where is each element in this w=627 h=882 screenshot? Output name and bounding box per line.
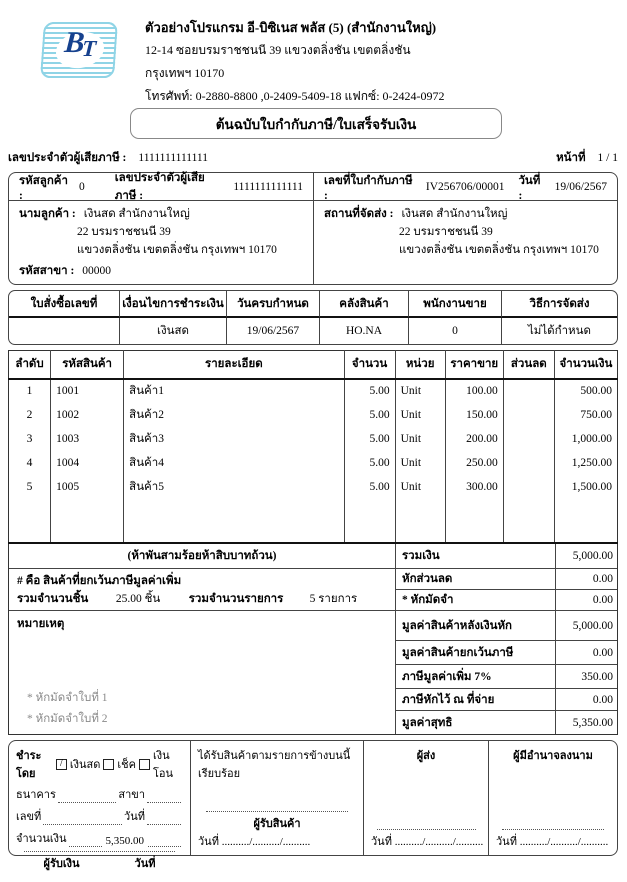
company-phone: โทรศัพท์: 0-2880-8800 ,0-2409-5409-18 แฟกซ์: 0-2424-0972 [145, 89, 445, 103]
transfer-checkbox [139, 759, 150, 770]
summary-value: 350.00 [555, 665, 617, 688]
ship-address2: แขวงตลิ่งชัน เขตตลิ่งชัน กรุงเทพฯ 10170 [399, 244, 599, 256]
company-address-line1: 12-14 ซอยบรมราชชนนี 39 แขวงตลิ่งชัน เขตตลิ่งชัน [145, 43, 411, 57]
invoice-no-label: เลขที่ใบกำกับภาษี : [324, 174, 413, 202]
invoice-date-label: วันที่ : [518, 174, 541, 202]
item-no: 4 [9, 451, 51, 475]
goods-receiver-label: ผู้รับสินค้า [253, 818, 301, 830]
order-info-table [8, 290, 618, 345]
cheque-date-label: วันที่ [124, 811, 145, 823]
summary-row-exempt-value [396, 641, 617, 665]
item-discount [503, 427, 554, 451]
payment-method-line [16, 746, 183, 782]
customer-address1: 22 บรมราชชนนี 39 [77, 226, 171, 238]
item-qty: 5.00 [344, 451, 395, 475]
company-address-line2: กรุงเทพฯ 10170 [145, 66, 225, 80]
item-qty: 5.00 [344, 475, 395, 499]
receiver-sign-line [24, 851, 174, 852]
summary-value: 0.00 [555, 590, 617, 610]
order-value-delivery-method: ไม่ได้กำหนด [528, 325, 591, 337]
item-qty: 5.00 [344, 427, 395, 451]
customer-tax-id: 1111111111111 [233, 180, 303, 193]
customer-address2: แขวงตลิ่งชัน เขตตลิ่งชัน กรุงเทพฯ 10170 [77, 244, 277, 256]
customer-name-line [19, 205, 303, 223]
tax-id-line [8, 149, 208, 167]
authorized-date-line: วันที่ ........../........../.......... [496, 836, 609, 848]
summary-value: 0.00 [555, 689, 617, 710]
summary-row-net-total [396, 711, 617, 734]
order-value-salesperson: 0 [409, 318, 502, 344]
cash-checkbox [56, 759, 67, 770]
amount-line [16, 829, 183, 847]
item-unit: Unit [395, 403, 445, 427]
summary-row-after-deduction [396, 611, 617, 641]
order-value-warehouse: HO.NA [320, 318, 409, 344]
bank-label: ธนาคาร [16, 789, 56, 801]
summary-row-withholding [396, 689, 617, 711]
order-header-salesperson: พนักงานขาย [409, 291, 502, 318]
item-no: 2 [9, 403, 51, 427]
total-pieces-value: 25.00 ชิ้น [115, 593, 161, 605]
totals-right [396, 544, 617, 734]
items-header-price: ราคาขาย [445, 351, 503, 379]
paid-by-label: ชำระโดย [16, 750, 42, 780]
summary-label: มูลค่าสินค้าหลังเงินหัก [402, 619, 513, 632]
authorized-label: ผู้มีอำนาจลงนาม [513, 750, 593, 762]
item-qty: 5.00 [344, 403, 395, 427]
goods-received-date-line: วันที่ ........../........../.......... [198, 836, 311, 848]
total-pieces-label: รวมจำนวนชิ้น [17, 593, 89, 605]
item-code: 1001 [51, 379, 124, 403]
logo-bt-icon [41, 26, 118, 62]
remarks-label: หมายเหตุ [17, 618, 65, 630]
item-row [9, 427, 618, 451]
receiver-row [16, 854, 183, 872]
page-number [556, 149, 618, 167]
items-header-qty: จำนวน [344, 351, 395, 379]
summary-label: * หักมัดจำ [402, 594, 454, 606]
item-code: 1004 [51, 451, 124, 475]
item-code: 1003 [51, 427, 124, 451]
item-description: สินค้า2 [124, 403, 344, 427]
order-header-delivery-method: วิธีการจัดส่ง [502, 291, 617, 318]
item-unit: Unit [395, 427, 445, 451]
items-table [8, 350, 618, 544]
money-receiver-label: ผู้รับเงิน [43, 858, 80, 870]
summary-label: มูลค่าสุทธิ [402, 716, 453, 729]
item-qty: 5.00 [344, 379, 395, 403]
customer-row1-left [9, 173, 314, 201]
order-header-payment-terms: เงื่อนไขการชำระเงิน [120, 291, 227, 318]
item-code: 1005 [51, 475, 124, 499]
payment-box [9, 741, 191, 870]
summary-label: มูลค่าสินค้ายกเว้นภาษี [402, 646, 514, 659]
items-header-code: รหัสสินค้า [51, 351, 124, 379]
logo-letter-b: B [63, 26, 84, 59]
summary-value: 5,000.00 [555, 611, 617, 640]
item-unit: Unit [395, 451, 445, 475]
item-row [9, 403, 618, 427]
total-items-value: 5 รายการ [309, 593, 358, 605]
tax-id-label: เลขประจำตัวผู้เสียภาษี : [8, 152, 127, 164]
item-price: 100.00 [445, 379, 503, 403]
customer-detail [9, 201, 314, 284]
branch-code: 00000 [82, 265, 112, 277]
item-no: 5 [9, 475, 51, 499]
summary-row-discount [396, 569, 617, 590]
company-logo [40, 22, 118, 78]
customer-name-label: นามลูกค้า : [19, 208, 76, 220]
cheque-no-label: เลขที่ [16, 811, 42, 823]
cash-label: เงินสด [69, 759, 101, 771]
company-name: ตัวอย่างโปรแกรม อี-บิซิเนส พลัส (5) (สำนักงานใหญ่) [145, 20, 437, 35]
goods-received-text: ได้รับสินค้าตามรายการข้างบนนี้เรียบร้อย [198, 750, 351, 780]
goods-received-box [191, 741, 364, 855]
item-amount: 1,500.00 [571, 480, 612, 493]
meta-row [8, 149, 618, 167]
customer-code-label: รหัสลูกค้า : [19, 174, 68, 202]
order-header-due-date: วันครบกำหนด [227, 291, 320, 318]
item-row [9, 379, 618, 403]
authorized-sign-line [502, 829, 605, 830]
ship-name: เงินสด สำนักงานใหญ่ [401, 208, 508, 220]
summary-value: 0.00 [555, 569, 617, 589]
item-price: 300.00 [445, 475, 503, 499]
item-description: สินค้า4 [124, 451, 344, 475]
item-row [9, 451, 618, 475]
document-title: ต้นฉบับใบกำกับภาษี/ใบเสร็จรับเงิน [215, 116, 417, 132]
page-value: 1 / 1 [597, 152, 618, 164]
customer-box [8, 172, 618, 285]
customer-code: 0 [79, 180, 85, 193]
invoice-date: 19/06/2567 [554, 180, 607, 193]
summary-value: 5,000.00 [555, 544, 617, 568]
payment-amount: 5,350.00 [105, 835, 144, 847]
cheque-checkbox [103, 759, 114, 770]
invoice-no: IV256706/00001 [425, 180, 505, 193]
summary-label: ภาษีมูลค่าเพิ่ม 7% [402, 670, 492, 683]
item-discount [503, 475, 554, 499]
vat-exempt-note: # คือ สินค้าที่ยกเว้นภาษีมูลค่าเพิ่ม [17, 575, 182, 587]
item-price: 150.00 [445, 403, 503, 427]
branch-label: รหัสสาขา : [19, 265, 75, 277]
order-header-po-no: ใบสั่งซื้อเลขที่ [9, 291, 120, 318]
company-info [145, 16, 585, 108]
tax-id-value: 1111111111111 [138, 152, 209, 164]
item-discount [503, 451, 554, 475]
items-header-no: ลำดับ [9, 351, 51, 379]
order-value-due-date: 19/06/2567 [227, 318, 320, 344]
totals-left [9, 544, 396, 734]
total-items-label: รวมจำนวนรายการ [188, 593, 284, 605]
shipping-detail [314, 201, 617, 284]
item-description: สินค้า5 [124, 475, 344, 499]
item-row [9, 475, 618, 499]
money-receiver-date-label: วันที่ [134, 858, 156, 870]
items-header-row [9, 351, 618, 379]
summary-row-deposit [396, 590, 617, 611]
branch-line [19, 262, 303, 280]
summary-row-vat [396, 665, 617, 689]
sender-box [364, 741, 489, 855]
bank-branch-label: สาขา [118, 789, 145, 801]
item-price: 200.00 [445, 427, 503, 451]
totals-notes-cell [9, 569, 395, 611]
goods-receiver-sign-line [206, 811, 348, 812]
item-price: 250.00 [445, 451, 503, 475]
item-amount: 1,250.00 [571, 456, 612, 469]
order-value-payment-terms: เงินสด [120, 318, 227, 344]
summary-row-total [396, 544, 617, 569]
items-header-amount: จำนวนเงิน [554, 351, 617, 379]
items-empty-space [9, 499, 618, 544]
sender-date-line: วันที่ ........../........../.......... [371, 836, 484, 848]
amount-in-words: (ห้าพันสามร้อยห้าสิบบาทถ้วน) [9, 544, 395, 569]
ship-address1: 22 บรมราชชนนี 39 [399, 226, 493, 238]
items-header-unit: หน่วย [395, 351, 445, 379]
logo-letter-t: T [81, 36, 96, 61]
summary-label: ภาษีหักไว้ ณ ที่จ่าย [402, 693, 495, 706]
sender-label: ผู้ส่ง [416, 750, 436, 762]
item-discount [503, 403, 554, 427]
deposit-note-1: * หักมัดจำใบที่ 1 [27, 692, 108, 704]
summary-value: 5,350.00 [555, 711, 617, 734]
document-title-box [130, 108, 502, 139]
ship-label: สถานที่จัดส่ง : [324, 208, 394, 220]
item-description: สินค้า1 [124, 379, 344, 403]
items-header-discount: ส่วนลด [503, 351, 554, 379]
order-header-warehouse: คลังสินค้า [320, 291, 409, 318]
page-label: หน้าที่ [556, 152, 586, 164]
item-amount: 750.00 [580, 408, 612, 421]
remarks-cell [9, 611, 395, 734]
summary-label: หักส่วนลด [402, 573, 453, 585]
item-no: 3 [9, 427, 51, 451]
bank-line [16, 785, 183, 803]
cash-check-mark: / [59, 758, 63, 769]
item-unit: Unit [395, 379, 445, 403]
cheque-label: เช็ค [117, 759, 136, 771]
items-header-description: รายละเอียด [124, 351, 344, 379]
summary-value: 0.00 [555, 641, 617, 664]
customer-tax-id-label: เลขประจำตัวผู้เสียภาษี : [114, 171, 205, 202]
cheque-no-line [16, 807, 183, 825]
amount-label: จำนวนเงิน [16, 833, 67, 845]
item-discount [503, 379, 554, 403]
sender-sign-line [377, 829, 476, 830]
items-table-wrap [8, 350, 618, 544]
summary-label: รวมเงิน [402, 550, 440, 562]
item-unit: Unit [395, 475, 445, 499]
customer-row1-right [314, 173, 617, 201]
authorized-box [489, 741, 617, 855]
deposit-note-2: * หักมัดจำใบที่ 2 [27, 713, 108, 725]
item-code: 1002 [51, 403, 124, 427]
totals-section [8, 544, 618, 735]
order-value-po-no [9, 318, 120, 344]
quantity-summary-line [17, 590, 387, 608]
signature-section [8, 740, 618, 870]
customer-name: เงินสด สำนักงานใหญ่ [83, 208, 190, 220]
item-description: สินค้า3 [124, 427, 344, 451]
ship-name-line [324, 205, 607, 223]
item-amount: 1,000.00 [571, 432, 612, 445]
transfer-label: เงินโอน [152, 750, 173, 780]
item-amount: 500.00 [580, 385, 612, 397]
item-no: 1 [9, 379, 51, 403]
